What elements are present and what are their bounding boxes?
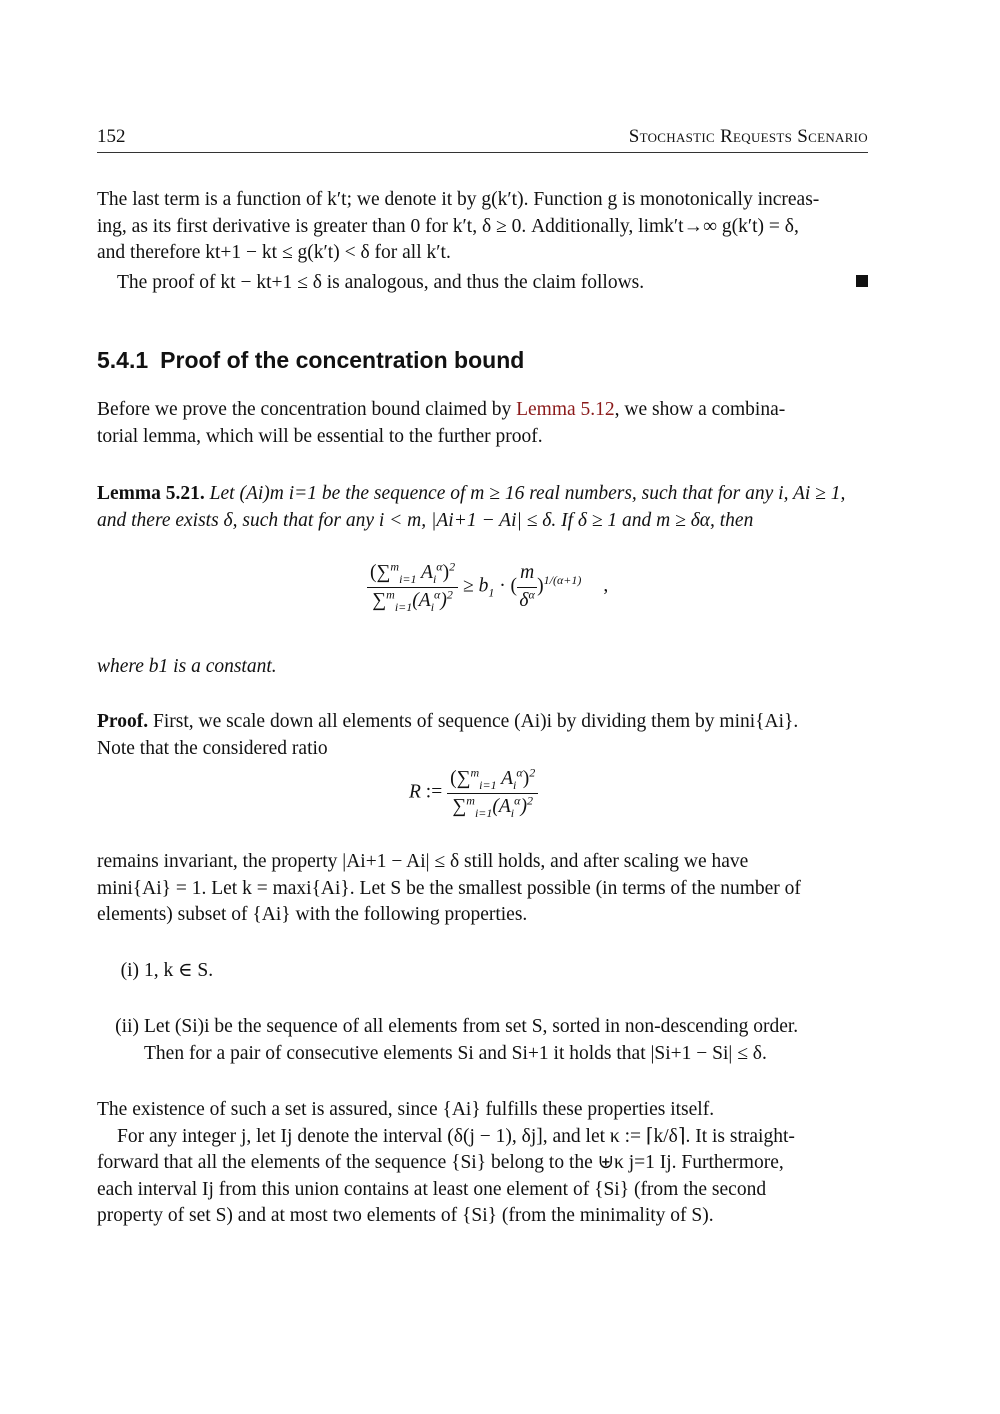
text-line: Note that the considered ratio (97, 737, 328, 759)
proof-continued (97, 849, 868, 929)
text-line: The last term is a function of k′t; we denote it by g(k′t). Function g is monotonically increas- (97, 189, 820, 210)
lemma-where: where b1 is a constant. (97, 656, 277, 677)
item-label: (i) (120, 960, 139, 981)
ratio-fraction: $\frac{(\sum^m_{i=1} A_i^\alpha)^2}{\sum^m_{i=1}(A_i^\alpha)^2}$ (367, 562, 458, 612)
text-line: property of set S) and at most two elements of {Si} (from the minimality of S). (97, 1205, 714, 1226)
text-line: For any integer j, let Ij denote the interval (δ(j − 1), δj], and let κ := ⌈k/δ⌉. It is straight- (117, 1125, 795, 1147)
list-item (97, 1014, 868, 1067)
text-line: each interval Ij from this union contains at least one element of {Si} (from the second (97, 1178, 767, 1200)
text-line: mini{Ai} = 1. Let k = maxi{Ai}. Let S be the smallest possible (in terms of the number of (97, 877, 801, 899)
section-title: Proof of the concentration bound (160, 347, 525, 373)
proof-start (97, 709, 868, 762)
section-number: 5.4.1 (97, 347, 149, 373)
lemma-statement (97, 481, 868, 534)
text-run: , we show a combina- (614, 399, 786, 420)
text-line: ing, as its first derivative is greater than 0 for k′t, δ ≥ 0. Additionally, limk′t→∞ g(k′t) = δ, (97, 215, 799, 237)
paragraph-function-g (97, 187, 868, 267)
text-run: Before we prove the concentration bound claimed by (97, 399, 517, 420)
lemma-reference-link[interactable]: Lemma 5.12 (516, 399, 615, 420)
item-text (144, 1014, 868, 1067)
paragraph-closing (97, 1097, 868, 1230)
lemma-inequality: $\frac{(\sum^m_{i=1} A_i^\alpha)^2}{\sum^m_{i=1}(A_i^\alpha)^2}$ ≥ $b_1$ · ( $\frac{m}{\delta^\alpha}$ )$^{1/(\alpha+1)}$ , (367, 562, 608, 612)
paragraph-intro (97, 397, 868, 450)
text-line: Let (Si)i be the sequence of all elements from set S, sorted in non-descending order. (144, 1016, 799, 1037)
text-line: elements) subset of {Ai} with the following properties. (97, 904, 528, 925)
ratio-fraction: $\frac{(\sum^m_{i=1} A_i^\alpha)^2}{\sum^m_{i=1}(A_i^\alpha)^2}$ (447, 768, 538, 818)
item-text: 1, k ∈ S. (144, 960, 214, 981)
text-line: remains invariant, the property |Ai+1 − Ai| ≤ δ still holds, and after scaling we have (97, 851, 749, 872)
text-line: and there exists δ, such that for any i < m, |Ai+1 − Ai| ≤ δ. If δ ≥ 1 and m ≥ δα, then (97, 509, 754, 531)
list-item (97, 958, 868, 985)
ratio-definition: R := $\frac{(\sum^m_{i=1} A_i^\alpha)^2}{\sum^m_{i=1}(A_i^\alpha)^2}$ (409, 768, 538, 818)
text-run: First, we scale down all elements of sequence (Ai)i by dividing them by mini{Ai}. (152, 711, 799, 732)
text-line: Then for a pair of consecutive elements Si and Si+1 it holds that |Si+1 − Si| ≤ δ. (144, 1042, 767, 1064)
proof-label: Proof. (97, 711, 149, 732)
text-run: Let (Ai)m i=1 be the sequence of m ≥ 16 real numbers, such that for any i, Ai ≥ 1, (209, 483, 846, 504)
lemma-label: Lemma 5.21. (97, 483, 205, 504)
text-line: The existence of such a set is assured, since {Ai} fulfills these properties itself. (97, 1099, 715, 1120)
text-line: and therefore kt+1 − kt ≤ g(k′t) < δ for all k′t. (97, 242, 451, 263)
page-header (97, 124, 868, 153)
section-heading (97, 347, 536, 374)
ratio-name: R (409, 781, 421, 803)
paragraph-analogous-proof (97, 270, 868, 297)
item-label: (ii) (115, 1016, 139, 1037)
text-line: torial lemma, which will be essential to the further proof. (97, 425, 543, 447)
text-line: The proof of kt − kt+1 ≤ δ is analogous, and thus the claim follows. (117, 272, 645, 293)
page-number: 152 (97, 126, 126, 147)
running-title: Stochastic Requests Scenario (628, 126, 868, 147)
text-line: forward that all the elements of the sequence {Si} belong to the ⊎κ j=1 Ij. Furthermore, (97, 1152, 784, 1173)
qed-square-icon (856, 275, 868, 287)
